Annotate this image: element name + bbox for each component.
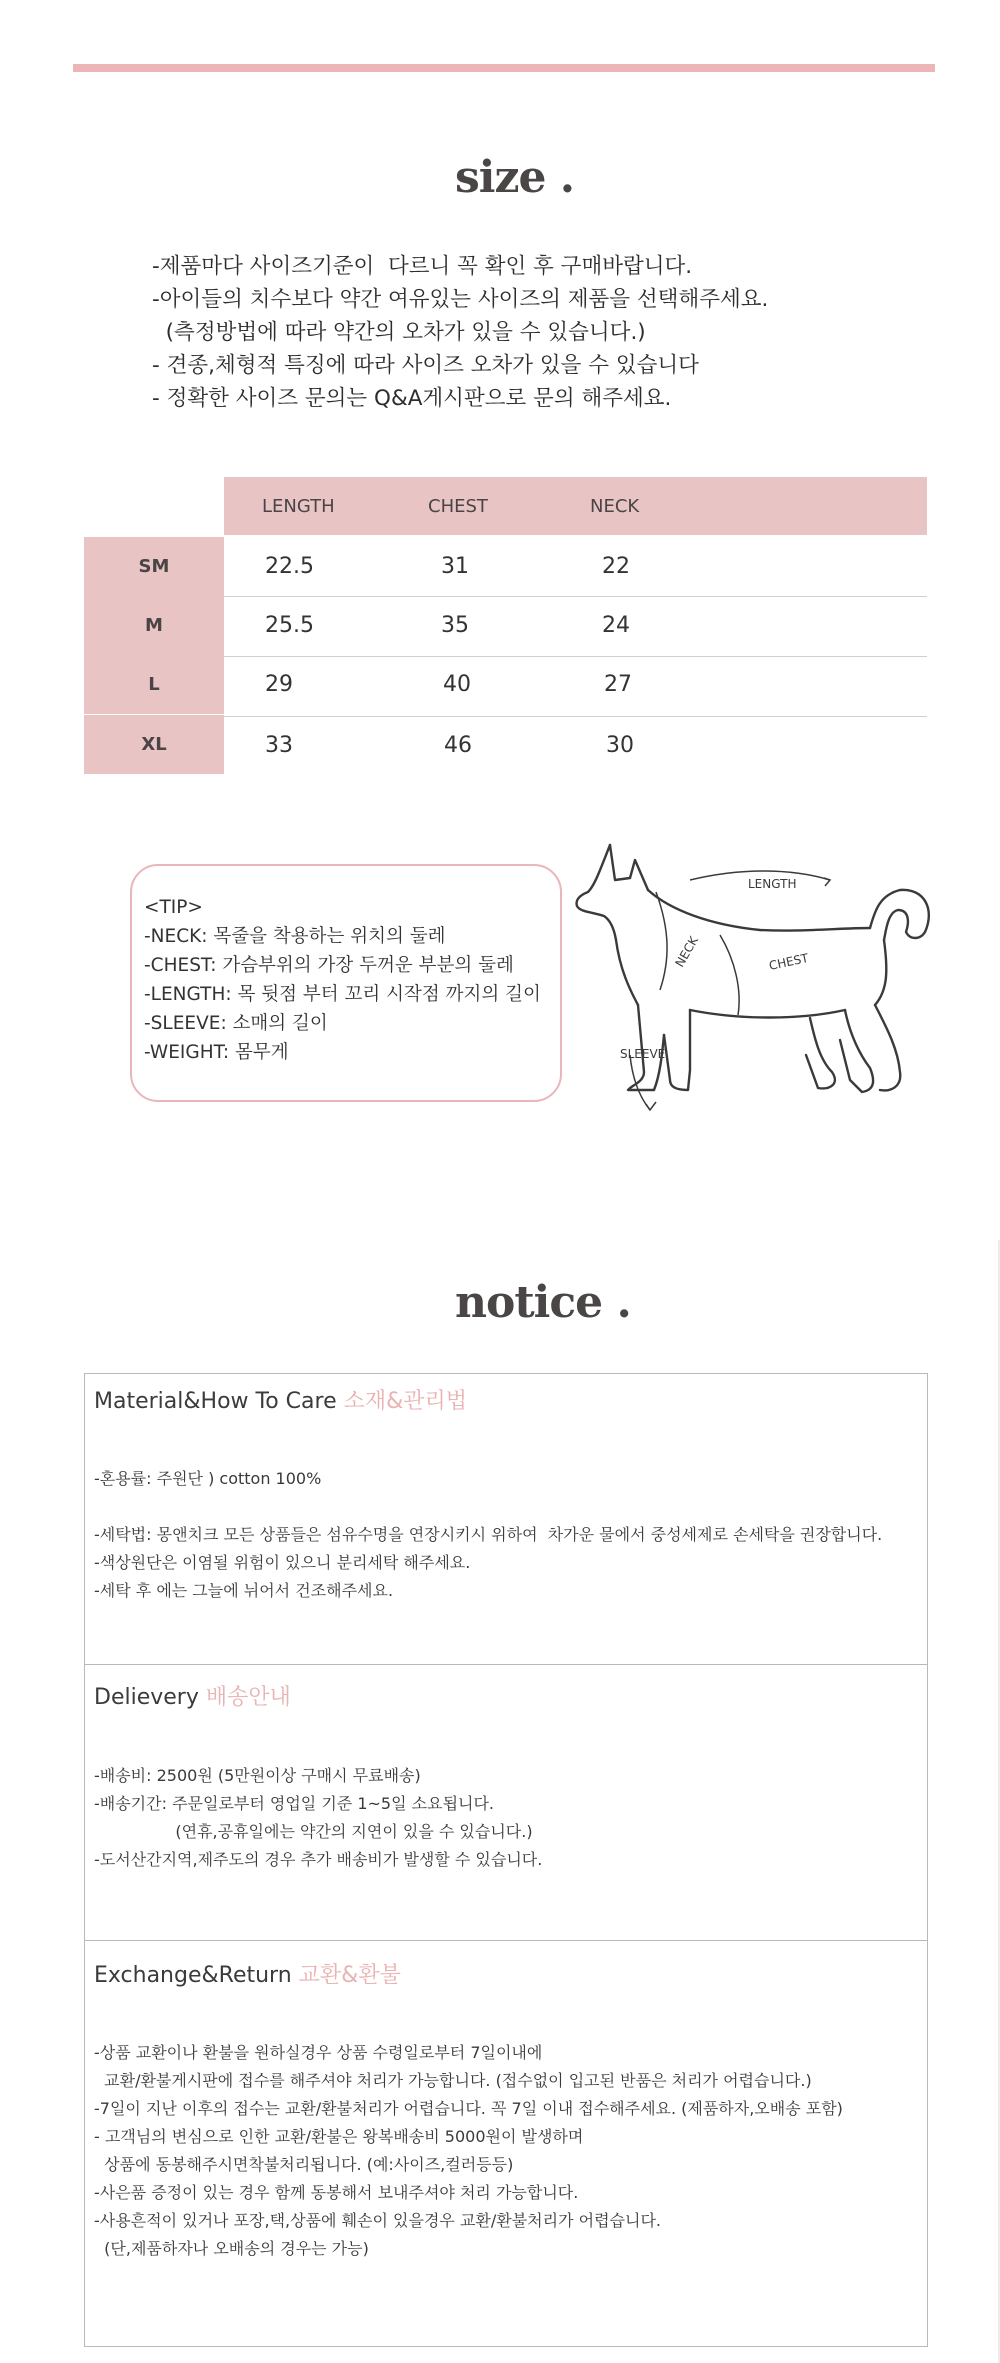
- cell-xl-chest: 46: [444, 733, 472, 758]
- measurement-guides: [630, 871, 830, 1110]
- row-label-text: SM: [138, 556, 170, 577]
- title-en: Delievery: [94, 1685, 206, 1710]
- title-en: Exchange&Return: [94, 1963, 299, 1988]
- intro-line: (측정방법에 따라 약간의 오차가 있을 수 있습니다.): [152, 320, 646, 345]
- size-table-header: [224, 477, 927, 535]
- delivery-line: -배송기간: 주문일로부터 영업일 기준 1~5일 소요됩니다.: [94, 1794, 495, 1813]
- row-divider: [224, 716, 927, 717]
- row-divider: [224, 656, 927, 657]
- cell-l-chest: 40: [443, 672, 471, 697]
- delivery-line: (연휴,공휴일에는 약간의 지연이 있을 수 있습니다.): [94, 1822, 533, 1841]
- tip-line: <TIP>: [144, 897, 203, 918]
- top-accent-bar: [73, 64, 935, 72]
- title-kr: 배송안내: [205, 1685, 291, 1710]
- exchange-line: (단,제품하자나 오배송의 경우는 가능): [94, 2239, 369, 2258]
- material-line: -세탁 후 에는 그늘에 뉘어서 건조해주세요.: [94, 1581, 394, 1600]
- row-label-sm: [84, 537, 224, 596]
- diagram-label-length: LENGTH: [748, 877, 797, 891]
- column-header-neck: NECK: [590, 496, 640, 517]
- tip-line: -SLEEVE: 소매의 길이: [144, 1013, 328, 1034]
- tip-line: -LENGTH: 목 뒷점 부터 꼬리 시작점 까지의 길이: [144, 984, 541, 1005]
- material-care-title: [94, 1384, 467, 1415]
- notice-heading: notice .: [455, 1277, 631, 1328]
- size-heading: size .: [455, 152, 575, 203]
- row-label-text: XL: [141, 734, 167, 755]
- cell-sm-neck: 22: [602, 554, 630, 579]
- cell-xl-neck: 30: [606, 733, 634, 758]
- tip-line: -NECK: 목줄을 착용하는 위치의 둘레: [144, 926, 446, 947]
- row-label-m: [84, 596, 224, 655]
- material-line: -세탁법: 몽앤치크 모든 상품들은 섬유수명을 연장시키시 위하여 차가운 물에서 중성세제로 손세탁을 권장합니다.: [94, 1525, 883, 1544]
- material-line: -혼용률: 주원단 ) cotton 100%: [94, 1469, 322, 1488]
- exchange-line: -사용흔적이 있거나 포장,택,상품에 훼손이 있을경우 교환/환불처리가 어렵습니다.: [94, 2211, 661, 2230]
- cell-l-length: 29: [265, 672, 293, 697]
- tip-text: [144, 893, 541, 1067]
- tip-line: -WEIGHT: 몸무게: [144, 1042, 289, 1063]
- material-line: -색상원단은 이염될 위험이 있으니 분리세탁 해주세요.: [94, 1553, 471, 1572]
- cell-m-length: 25.5: [265, 613, 314, 638]
- delivery-line: -도서산간지역,제주도의 경우 추가 배송비가 발생할 수 있습니다.: [94, 1850, 543, 1869]
- cell-m-chest: 35: [441, 613, 469, 638]
- material-care-section: [84, 1373, 928, 1665]
- intro-line: - 정확한 사이즈 문의는 Q&A게시판으로 문의 해주세요.: [152, 386, 672, 411]
- cell-l-neck: 27: [604, 672, 632, 697]
- cell-m-neck: 24: [602, 613, 630, 638]
- row-label-text: L: [148, 674, 160, 695]
- exchange-line: -상품 교환이나 환불을 원하실경우 상품 수령일로부터 7일이내에: [94, 2043, 543, 2062]
- diagram-label-sleeve: SLEEVE: [620, 1047, 666, 1061]
- cell-sm-length: 22.5: [265, 554, 314, 579]
- intro-line: - 견종,체형적 특징에 따라 사이즈 오차가 있을 수 있습니다: [152, 353, 699, 378]
- delivery-line: -배송비: 2500원 (5만원이상 구매시 무료배송): [94, 1766, 421, 1785]
- exchange-line: -사은품 증정이 있는 경우 함께 동봉해서 보내주셔야 처리 가능합니다.: [94, 2183, 579, 2202]
- exchange-line: 교환/환불게시판에 접수를 해주셔야 처리가 가능합니다. (접수없이 입고된 반품은 처리가 어렵습니다.): [94, 2071, 812, 2090]
- title-kr: 교환&환불: [298, 1963, 401, 1988]
- row-label-l: [84, 655, 224, 714]
- row-label-xl: [84, 715, 224, 774]
- delivery-title: [94, 1680, 291, 1711]
- row-label-text: M: [145, 615, 163, 636]
- intro-line: -아이들의 치수보다 약간 여유있는 사이즈의 제품을 선택해주세요.: [152, 287, 769, 312]
- column-header-chest: CHEST: [428, 496, 488, 517]
- row-divider: [224, 596, 927, 597]
- diagram-label-chest: CHEST: [767, 950, 810, 973]
- cell-xl-length: 33: [265, 733, 293, 758]
- title-en: Material&How To Care: [94, 1389, 344, 1414]
- diagram-label-neck: NECK: [672, 934, 702, 970]
- intro-line: -제품마다 사이즈기준이 다르니 꼭 확인 후 구매바랍니다.: [152, 254, 693, 279]
- size-intro: [152, 250, 932, 415]
- exchange-line: 상품에 동봉해주시면착불처리됩니다. (예:사이즈,컬러등등): [94, 2155, 514, 2174]
- tip-line: -CHEST: 가슴부위의 가장 두꺼운 부분의 둘레: [144, 955, 514, 976]
- exchange-return-title: [94, 1958, 401, 1989]
- dog-measurement-diagram: [570, 840, 940, 1130]
- title-kr: 소재&관리법: [343, 1389, 468, 1414]
- cell-sm-chest: 31: [441, 554, 469, 579]
- column-header-length: LENGTH: [262, 496, 335, 517]
- exchange-line: - 고객님의 변심으로 인한 교환/환불은 왕복배송비 5000원이 발생하며: [94, 2127, 584, 2146]
- exchange-line: -7일이 지난 이후의 접수는 교환/환불처리가 어렵습니다. 꼭 7일 이내 접수해주세요. (제품하자,오배송 포함): [94, 2099, 843, 2118]
